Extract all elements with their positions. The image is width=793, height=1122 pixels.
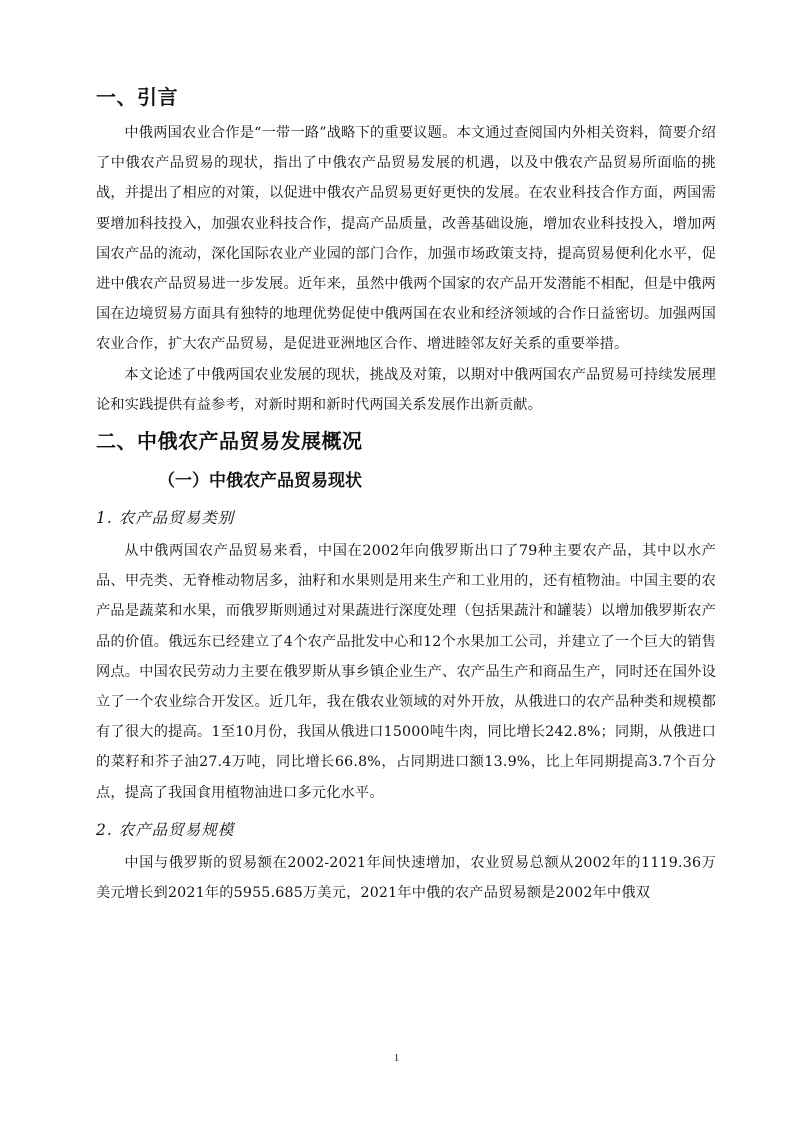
trade-scale-paragraph: 中国与俄罗斯的贸易额在2002-2021年间快速增加，农业贸易总额从2002年的1119.36万美元增长到2021年的5955.685万美元，2021年中俄的农产品贸易额是2002年中俄双 [96, 854, 716, 902]
intro-paragraph-1: 中俄两国农业合作是“一带一路”战略下的重要议题。本文通过查阅国内外相关资料，简要介绍了中俄农产品贸易的现状，指出了中俄农产品贸易发展的机遇，以及中俄农产品贸易所面临的挑战，并提出了相应的对策，以促进中俄农产品贸易更好更快的发展。在农业科技合作方面，两国需要增加科技投入，加强农业科技合作，提高产品质量，改善基础设施，增加农业科技投入，增加两国农产品的流动，深化国际农业产业园的部门合作，加强市场政策支持，提高贸易便利化水平，促进中俄农产品贸易进一步发展。近年来，虽然中俄两个国家的农产品开发潜能不相配，但是中俄两国在边境贸易方面具有独特的地理优势促使中俄两国在农业和经济领域的合作日益密切。加强两国农业合作，扩大农产品贸易，是促进亚洲地区合作、增进睦邻友好关系的重要举措。 [96, 125, 716, 353]
page-content [96, 82, 716, 908]
section-heading-introduction: 一、引言 [96, 85, 178, 109]
section-heading-overview: 二、中俄农产品贸易发展概况 [96, 429, 363, 454]
item-heading-trade-scale: 2. 农产品贸易规模 [96, 820, 235, 839]
intro-paragraph-2: 本文论述了中俄两国农业发展的现状，挑战及对策，以期对中俄两国农产品贸易可持续发展理论和实践提供有益参考，对新时期和新时代两国关系发展作出新贡献。 [96, 366, 716, 413]
page-number: 1 [393, 1052, 400, 1064]
trade-categories-paragraph: 从中俄两国农产品贸易来看，中国在2002年向俄罗斯出口了79种主要农产品，其中以水产品、甲壳类、无脊椎动物居多，油籽和水果则是用来生产和工业用的，还有植物油。中国主要的农产品是蔬菜和水果，而俄罗斯则通过对果蔬进行深度处理（包括果蔬汁和罐装）以增加俄罗斯农产品的价值。俄远东已经建立了4个农产品批发中心和12个水果加工公司，并建立了一个巨大的销售网点。中国农民劳动力主要在俄罗斯从事乡镇企业生产、农产品生产和商品生产，同时还在国外设立了一个农业综合开发区。近几年，我在俄农业领域的对外开放，从俄进口的农产品种类和规模都有了很大的提高。1至10月份，我国从俄进口15000吨牛肉，同比增长242.8%；同期，从俄进口的菜籽和芥子油27.4万吨，同比增长66.8%，占同期进口额13.9%，比上年同期提高3.7个百分点，提高了我国食用植物油进口多元化水平。 [96, 543, 716, 801]
item-heading-trade-categories: 1. 农产品贸易类别 [96, 509, 235, 528]
subsection-heading-trade-status: （一）中俄农产品贸易现状 [158, 471, 362, 492]
